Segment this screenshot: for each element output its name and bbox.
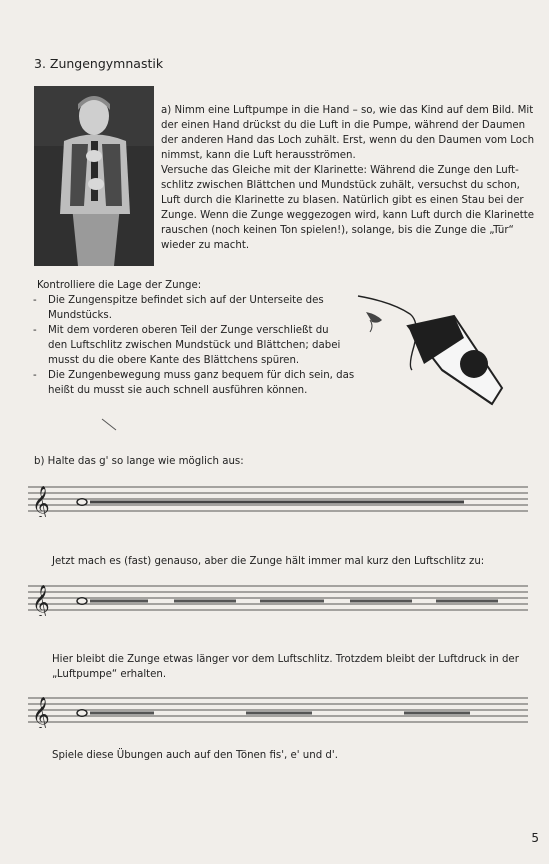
- bullet-line: Die Zungenbewegung muss ganz bequem für dich sein, das: [48, 370, 355, 381]
- pencil-stroke-mark: [100, 417, 120, 433]
- closing-instruction: Spiele diese Übungen auch auf den Tönen fis', e' und d'.: [52, 750, 338, 761]
- tongue-mouthpiece-diagram: [352, 290, 518, 410]
- paragraph-line: nimmst, kann die Luft herausströmen.: [161, 150, 356, 161]
- paragraph-line: Luft durch die Klarinette zu blasen. Natürlich gibt es einen Stau bei der: [161, 195, 524, 206]
- bullet-line: Mit dem vorderen oberen Teil der Zunge verschließt du: [48, 325, 329, 336]
- paragraph-line: schlitz zwischen Blättchen und Mundstück zuhält, versuchst du schon,: [161, 180, 520, 191]
- paragraph-line: der anderen Hand das Loch zuhält. Erst, wenn du den Daumen vom Loch: [161, 135, 535, 146]
- svg-text:𝄞: 𝄞: [32, 697, 50, 728]
- paragraph-line: wieder zu macht.: [161, 240, 250, 251]
- bullet-dash: -: [33, 295, 37, 306]
- page-number: 5: [531, 831, 539, 845]
- paragraph-line: a) Nimm eine Luftpumpe in die Hand – so, wie das Kind auf dem Bild. Mit: [161, 105, 534, 116]
- exercise-2-caption: Jetzt mach es (fast) genauso, aber die Zunge hält immer mal kurz den Luftschlitz zu:: [52, 556, 485, 567]
- bullet-dash: -: [33, 325, 37, 336]
- music-staff-2: [28, 582, 528, 616]
- bullet-dash: -: [33, 370, 37, 381]
- bullet-line: Mundstücks.: [48, 310, 112, 321]
- music-staff-3: [28, 694, 528, 728]
- paragraph-line: Versuche das Gleiche mit der Klarinette: Während die Zunge den Luft-: [161, 165, 519, 176]
- svg-text:𝄞: 𝄞: [32, 486, 50, 517]
- paragraph-line: der einen Hand drückst du die Luft in die Pumpe, während der Daumen: [161, 120, 526, 131]
- bullet-line: Die Zungenspitze befindet sich auf der Unterseite des: [48, 295, 324, 306]
- paragraph-line: Zunge. Wenn die Zunge weggezogen wird, kann Luft durch die Klarinette: [161, 210, 535, 221]
- exercise-3-caption-line2: „Luftpumpe“ erhalten.: [52, 669, 167, 680]
- section-heading: 3. Zungengymnastik: [34, 56, 164, 71]
- paragraph-line: rauschen (noch keinen Ton spielen!), solange, bis die Zunge die „Tür“: [161, 225, 514, 236]
- child-with-air-pump-photo: [34, 86, 154, 266]
- bullet-line: musst du die obere Kante des Blättchens spüren.: [48, 355, 300, 366]
- music-staff-1: [28, 483, 528, 517]
- svg-text:𝄞: 𝄞: [32, 585, 50, 616]
- exercise-b-caption: b) Halte das g' so lange wie möglich aus:: [34, 456, 244, 467]
- bullet-line: heißt du musst sie auch schnell ausführen können.: [48, 385, 308, 396]
- paragraph-a: [161, 103, 535, 253]
- bullet-line: den Luftschlitz zwischen Mundstück und Blättchen; dabei: [48, 340, 341, 351]
- control-title: Kontrolliere die Lage der Zunge:: [37, 280, 202, 291]
- exercise-3-caption-line1: Hier bleibt die Zunge etwas länger vor dem Luftschlitz. Trotzdem bleibt der Luftdruck in der: [52, 654, 519, 665]
